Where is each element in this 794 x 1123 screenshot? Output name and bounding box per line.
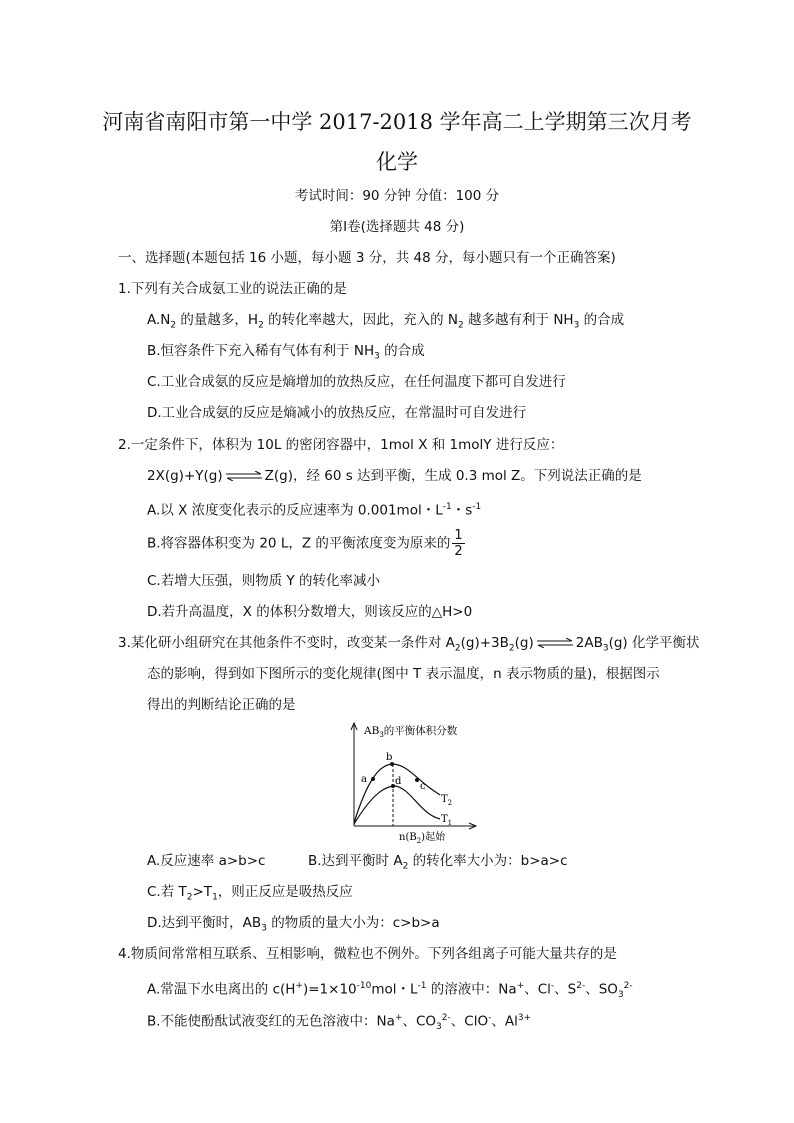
curve-t1 (354, 786, 440, 824)
section-heading: 一、选择题(本题包括 16 小题，每小题 3 分，共 48 分，每小题只有一个正确答案) (118, 250, 616, 266)
label-point-d: d (395, 776, 402, 787)
volume-heading: 第Ⅰ卷(选择题共 48 分) (329, 219, 465, 235)
question-3-stem-line-2: 态的影响，得到如下图所示的变化规律(图中 T 表示温度，n 表示物质的量)，根据图示 (147, 666, 660, 682)
point-a-marker (371, 777, 375, 781)
equilibrium-diagram (340, 718, 480, 848)
question-1-option-b: B.恒容条件下充入稀有气体有利于 $NH_3$ 的合成 (147, 343, 425, 362)
question-3-option-d: D.达到平衡时，$AB_3$ 的物质的量大小为：c>b>a (147, 915, 440, 934)
equilibrium-arrow-icon (536, 638, 574, 648)
question-2-equation: 2X(g)+Y(g) Z(g)，经 60 s 达到平衡，生成 0.3 mol Z。下列说法正确的是 (147, 468, 642, 484)
question-3-option-c: C.若 $T_2>T_1$，则正反应是吸热反应 (147, 884, 353, 903)
exam-info: 考试时间：90 分钟 分值：100 分 (294, 188, 500, 204)
question-1-option-c: C.工业合成氨的反应是熵增加的放热反应，在任何温度下都可自发进行 (147, 374, 566, 390)
subject-title: 化学 (376, 150, 418, 174)
y-axis-label: $AB_3$的平衡体积分数 (364, 725, 458, 739)
label-point-a: a (361, 774, 367, 785)
question-2-option-d: D.若升高温度，X 的体积分数增大，则该反应的△H>0 (147, 604, 473, 620)
question-4-option-a: A.常温下水电离出的 $c(H^+)=1\times 10^{-10}mol$・$L^{-1}$ 的溶液中：Na+、Cl-、$S^{2-}$、$SO_3^{2-}$ (147, 981, 633, 1001)
question-2-option-a: A.以 X 浓度变化表示的反应速率为 0.001mol・$L^{-1}$・$s^{-1}$ (147, 502, 482, 519)
question-1-option-a: $A.N_2$ 的量越多，$H_2$ 的转化率越大，因此，充入的 $N_2$ 越多越有利于 $NH_3$ 的合成 (147, 312, 625, 331)
question-2-option-c: C.若增大压强，则物质 Y 的转化率减小 (147, 573, 381, 589)
exam-title: 河南省南阳市第一中学 2017-2018 学年高二上学期第三次月考 (102, 110, 692, 134)
question-4-option-b: B.不能使酚酞试液变红的无色溶液中：Na+、$CO_3^{2-}$、ClO-、$Al^{3+}$ (147, 1013, 532, 1033)
point-c-marker (415, 778, 419, 782)
label-point-b: b (386, 752, 393, 763)
label-point-c: c (420, 781, 426, 792)
one-half-fraction: $\frac{1}{2}$ (454, 528, 463, 559)
label-curve-t1: $T_1$ (441, 814, 453, 827)
question-3-stem-line-3: 得出的判断结论正确的是 (147, 697, 296, 713)
question-3-stem-line-1: 3.某化研小组研究在其他条件不变时，改变某一条件对 $A_2(g)+3B_2(g)$ $2AB_3(g)$ 化学平衡状 (118, 635, 700, 654)
question-1-stem: 1.下列有关合成氨工业的说法正确的是 (118, 281, 347, 297)
question-2-stem: 2.一定条件下，体积为 10L 的密闭容器中，1mol X 和 1molY 进行反应： (118, 437, 564, 453)
question-3-option-a: A.反应速率 a>b>c (147, 853, 266, 869)
question-3-option-b: B.达到平衡时 $A_2$ 的转化率大小为：b>a>c (308, 853, 568, 872)
x-axis-label: $n(B_2)$起始 (399, 832, 446, 845)
question-4-stem: 4.物质间常常相互联系、互相影响，微粒也不例外。下列各组离子可能大量共存的是 (118, 946, 617, 962)
label-curve-t2: $T_2$ (441, 794, 453, 807)
question-1-option-d: D.工业合成氨的反应是熵减小的放热反应，在常温时可自发进行 (147, 405, 527, 421)
curve-t2 (354, 764, 440, 823)
question-2-option-b: B.将容器体积变为 20 L，Z 的平衡浓度变为原来的 $\frac{1}{2}$ (147, 528, 463, 559)
equilibrium-arrow-icon (225, 471, 263, 481)
